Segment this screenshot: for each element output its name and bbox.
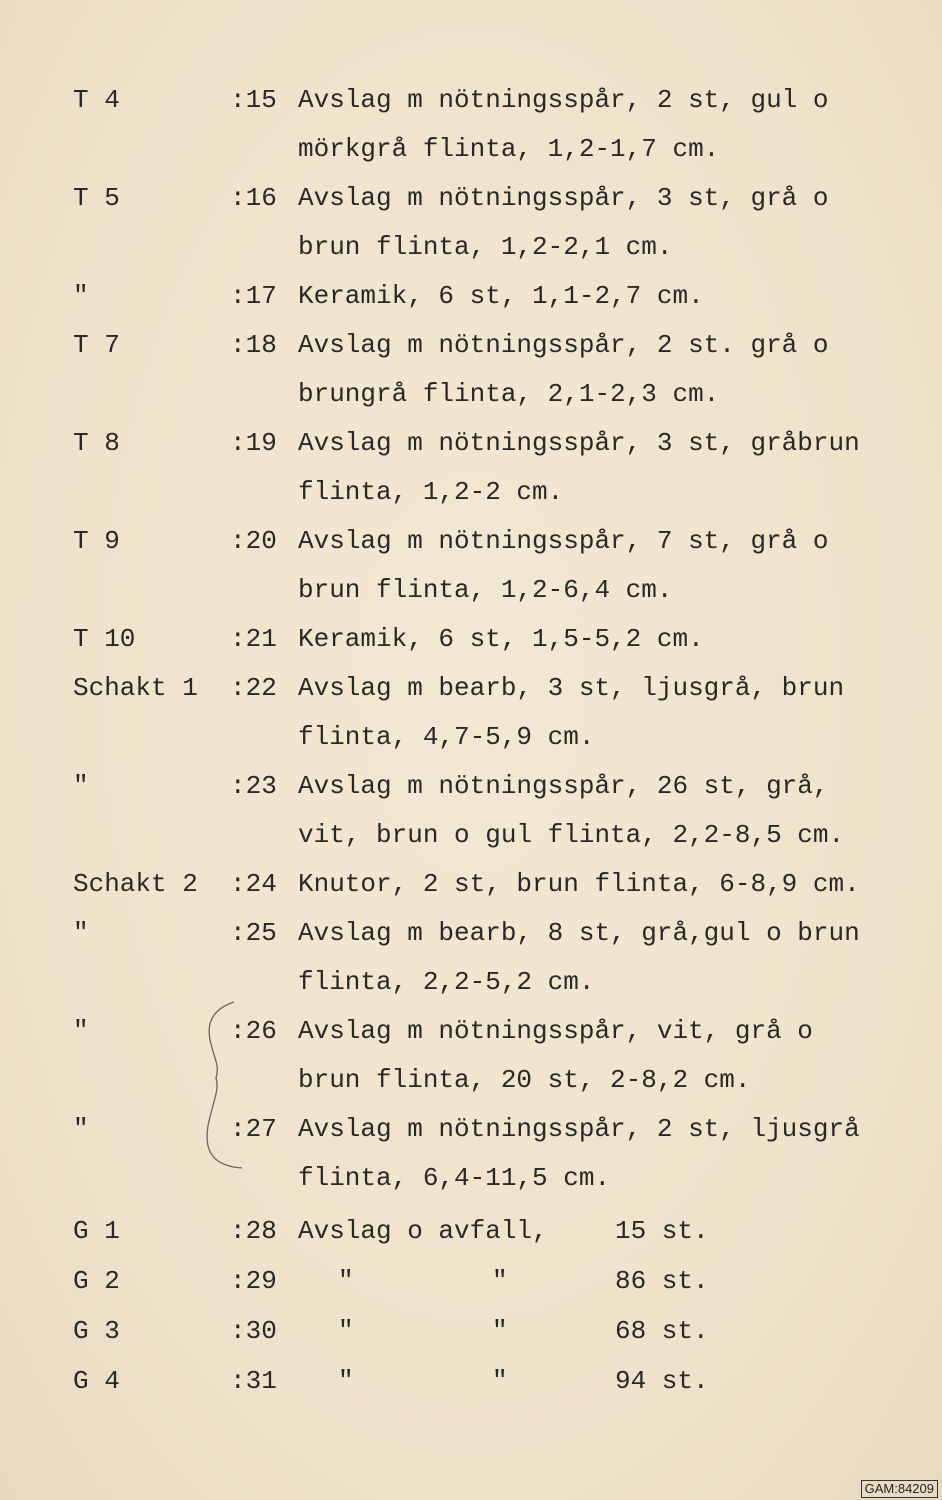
list-item: [0, 764, 942, 808]
list-item-continuation: [0, 1058, 942, 1102]
list-item-continuation: [0, 127, 942, 171]
entry-text-continued: brun flinta, 20 st, 2-8,2 cm.: [298, 1065, 751, 1095]
entry-text-continued: flinta, 4,7-5,9 cm.: [298, 722, 595, 752]
entry-quantity: 15 st.: [615, 1216, 709, 1246]
entry-text: Knutor, 2 st, brun flinta, 6-8,9 cm.: [298, 869, 860, 899]
list-item-continuation: [0, 225, 942, 269]
list-item-continuation: [0, 960, 942, 1004]
list-item: [0, 78, 942, 122]
list-item: [0, 1009, 942, 1053]
entry-label: Schakt 1: [73, 673, 198, 703]
ditto-mark: ": [338, 1366, 354, 1396]
entry-text-continued: flinta, 1,2-2 cm.: [298, 477, 564, 507]
list-item-continuation: [0, 568, 942, 612]
entry-quantity: 68 st.: [615, 1316, 709, 1346]
entry-quantity: 94 st.: [615, 1366, 709, 1396]
ditto-mark: ": [492, 1316, 508, 1346]
entry-text: Avslag m nötningsspår, 2 st. grå o: [298, 330, 829, 360]
entry-number: :22: [230, 673, 277, 703]
entry-number: :16: [230, 183, 277, 213]
entry-label: ": [73, 1016, 89, 1046]
list-item-continuation: [0, 715, 942, 759]
entry-text: Avslag m nötningsspår, 26 st, grå,: [298, 771, 829, 801]
entry-text: Avslag m bearb, 8 st, grå,gul o brun: [298, 918, 860, 948]
entry-text-continued: flinta, 6,4-11,5 cm.: [298, 1163, 611, 1193]
entry-number: :18: [230, 330, 277, 360]
entry-text: Avslag o avfall,: [298, 1216, 548, 1246]
list-item-continuation: [0, 372, 942, 416]
entry-label: G 1: [73, 1216, 120, 1246]
handwritten-brace: [196, 1000, 246, 1175]
list-item: [0, 1309, 942, 1353]
entry-text-continued: brungrå flinta, 2,1-2,3 cm.: [298, 379, 720, 409]
list-item: [0, 176, 942, 220]
entry-text-continued: mörkgrå flinta, 1,2-1,7 cm.: [298, 134, 720, 164]
entry-text: Keramik, 6 st, 1,1-2,7 cm.: [298, 281, 704, 311]
entry-number: :24: [230, 869, 277, 899]
entry-number: :27: [230, 1114, 277, 1144]
entry-number: :19: [230, 428, 277, 458]
entry-label: ": [73, 1114, 89, 1144]
entry-quantity: 86 st.: [615, 1266, 709, 1296]
entry-label: T 4: [73, 85, 120, 115]
list-item: [0, 421, 942, 465]
entry-number: :31: [230, 1366, 277, 1396]
entry-text: Avslag m nötningsspår, vit, grå o: [298, 1016, 813, 1046]
entry-number: :28: [230, 1216, 277, 1246]
entry-text-continued: brun flinta, 1,2-2,1 cm.: [298, 232, 673, 262]
entry-number: :25: [230, 918, 277, 948]
entry-label: T 10: [73, 624, 136, 654]
entry-text: Avslag m bearb, 3 st, ljusgrå, brun: [298, 673, 845, 703]
list-item: [0, 323, 942, 367]
list-item: [0, 1107, 942, 1151]
ditto-mark: ": [338, 1266, 354, 1296]
entry-label: ": [73, 281, 89, 311]
entry-text: Avslag m nötningsspår, 3 st, grå o: [298, 183, 829, 213]
entry-number: :20: [230, 526, 277, 556]
list-item-continuation: [0, 1156, 942, 1200]
entry-label: ": [73, 771, 89, 801]
list-item: [0, 666, 942, 710]
entry-text-continued: brun flinta, 1,2-6,4 cm.: [298, 575, 673, 605]
entry-label: T 5: [73, 183, 120, 213]
entry-label: Schakt 2: [73, 869, 198, 899]
entry-text-continued: vit, brun o gul flinta, 2,2-8,5 cm.: [298, 820, 845, 850]
entry-number: :17: [230, 281, 277, 311]
entry-label: G 2: [73, 1266, 120, 1296]
list-item: [0, 617, 942, 661]
list-item-continuation: [0, 813, 942, 857]
entry-label: T 7: [73, 330, 120, 360]
entry-text-continued: flinta, 2,2-5,2 cm.: [298, 967, 595, 997]
entry-label: T 8: [73, 428, 120, 458]
entry-text: Avslag m nötningsspår, 7 st, grå o: [298, 526, 829, 556]
ditto-mark: ": [492, 1366, 508, 1396]
archive-id-stamp: GAM:84209: [861, 1480, 938, 1498]
list-item-continuation: [0, 470, 942, 514]
list-item: [0, 862, 942, 906]
entry-number: :15: [230, 85, 277, 115]
entry-number: :21: [230, 624, 277, 654]
entry-label: G 4: [73, 1366, 120, 1396]
entry-label: ": [73, 918, 89, 948]
entry-number: :26: [230, 1016, 277, 1046]
ditto-mark: ": [338, 1316, 354, 1346]
entry-number: :23: [230, 771, 277, 801]
ditto-mark: ": [492, 1266, 508, 1296]
entry-text: Keramik, 6 st, 1,5-5,2 cm.: [298, 624, 704, 654]
list-item: [0, 911, 942, 955]
entry-text: Avslag m nötningsspår, 2 st, gul o: [298, 85, 829, 115]
list-item: [0, 274, 942, 318]
entry-number: :29: [230, 1266, 277, 1296]
entry-text: Avslag m nötningsspår, 3 st, gråbrun: [298, 428, 860, 458]
list-item: [0, 1259, 942, 1303]
entry-text: Avslag m nötningsspår, 2 st, ljusgrå: [298, 1114, 860, 1144]
list-item: [0, 1359, 942, 1403]
list-item: [0, 519, 942, 563]
entry-label: G 3: [73, 1316, 120, 1346]
list-item: [0, 1209, 942, 1253]
entry-number: :30: [230, 1316, 277, 1346]
entry-label: T 9: [73, 526, 120, 556]
